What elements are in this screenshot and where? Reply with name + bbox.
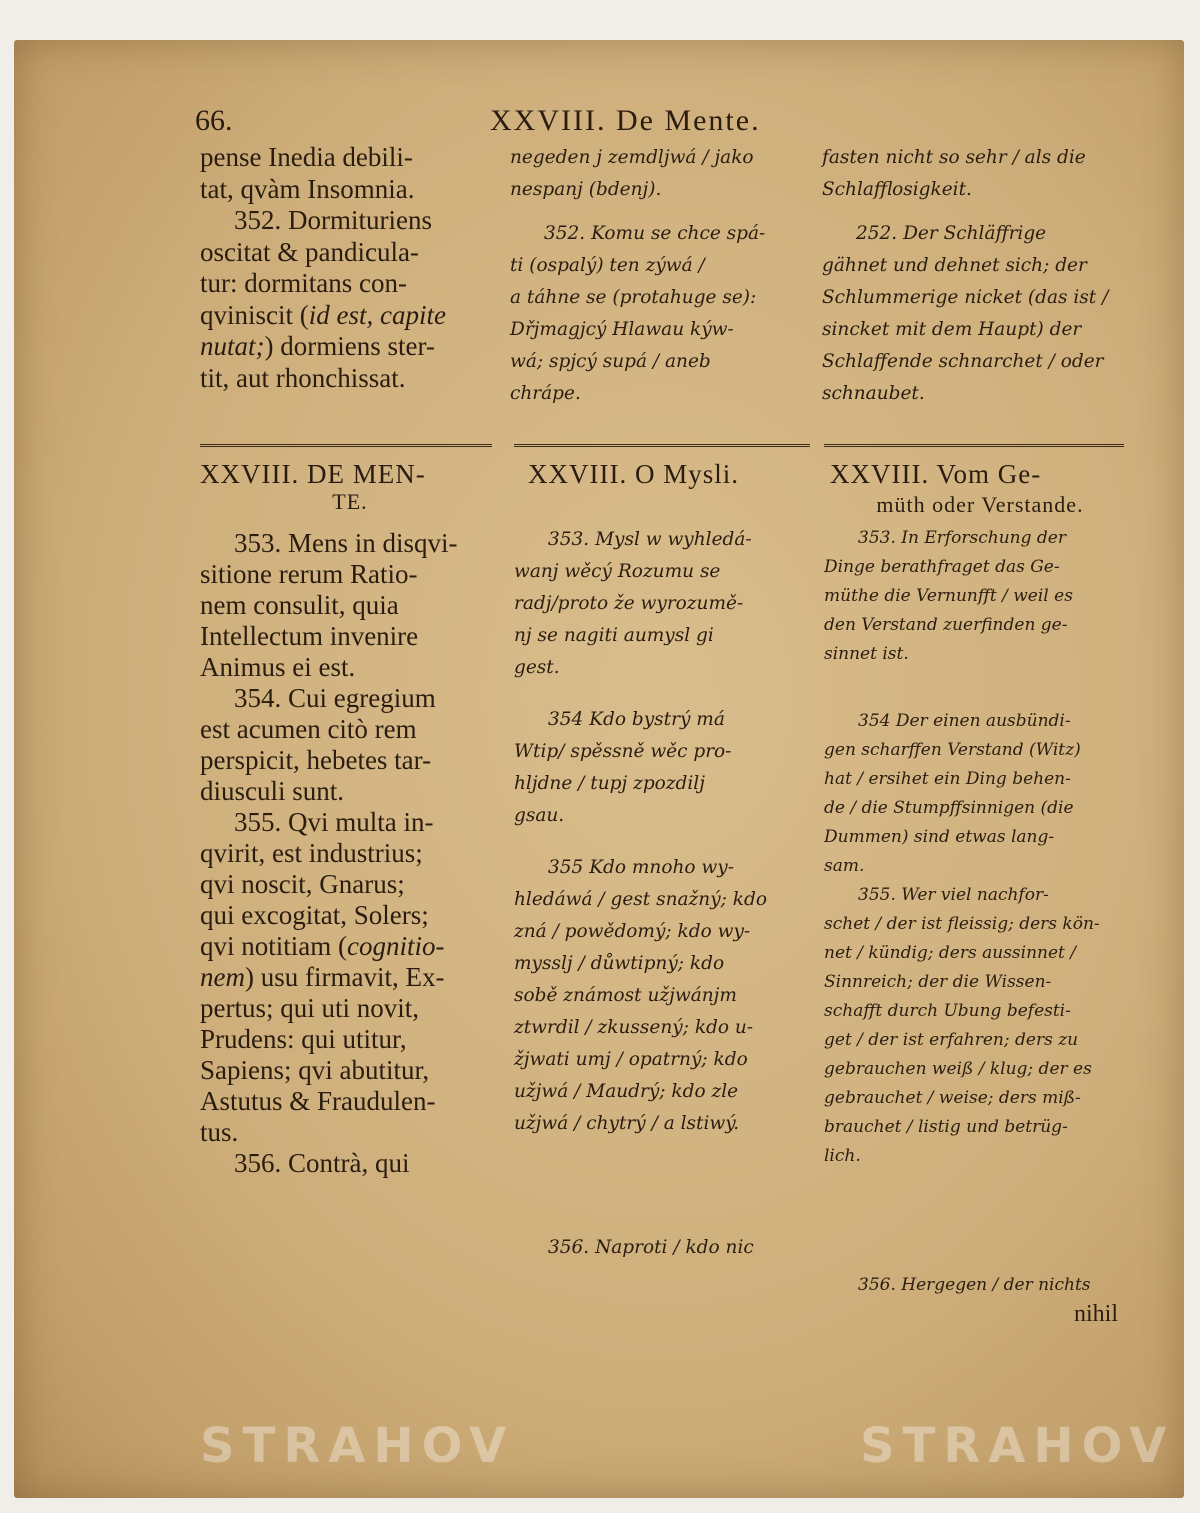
text-line: wanj wěcý Rozumu se xyxy=(514,561,721,582)
text-line: est acumen citò rem xyxy=(200,714,417,744)
czech-column-top xyxy=(510,142,810,410)
text-line: 355. Wer viel nachfor- xyxy=(858,885,1049,905)
text-line: wá; spjcý supá / aneb xyxy=(510,351,711,372)
text-line: 352. Dormituriens xyxy=(234,205,432,235)
text-line: lich. xyxy=(824,1146,861,1166)
text-line: fasten nicht so sehr / als die xyxy=(822,147,1086,168)
text-line: chrápe. xyxy=(510,383,581,404)
section-divider xyxy=(200,444,492,447)
text-line: Dřjmagjcý Hlawau kýw- xyxy=(510,319,734,340)
text-line: brauchet / listig und betrüg- xyxy=(824,1117,1068,1137)
text-line: 354. Cui egregium xyxy=(234,683,436,713)
text-line: Dummen) sind etwas lang- xyxy=(824,827,1055,847)
text-line: schafft durch Ubung befesti- xyxy=(824,1001,1071,1021)
czech-column-body xyxy=(514,524,814,1264)
text-line: radj/proto že wyrozumě- xyxy=(514,593,744,614)
text-line: mysslj / důwtipný; kdo xyxy=(514,953,725,974)
text-line: zná / powědomý; kdo wy- xyxy=(514,921,751,942)
text-line: 353. Mysl w wyhledá- xyxy=(548,529,752,550)
text-line: get / der ist erfahren; ders zu xyxy=(824,1030,1079,1050)
section-divider xyxy=(824,444,1124,447)
text-line: sitione rerum Ratio- xyxy=(200,559,418,589)
text-line: Prudens: qui utitur, xyxy=(200,1024,407,1054)
text-line: nj se nagiti aumysl gi xyxy=(514,625,714,646)
title-line: TE. xyxy=(332,489,368,514)
text-line: müthe die Vernunfft / weil es xyxy=(824,586,1073,606)
german-column-body xyxy=(824,524,1134,1329)
text-line: hat / ersihet ein Ding behen- xyxy=(824,769,1071,789)
text-line: Schlafflosigkeit. xyxy=(822,179,972,200)
latin-column-body xyxy=(200,528,500,1179)
text-line: tit, aut rhonchissat. xyxy=(200,362,406,393)
text-line: gest. xyxy=(514,657,560,678)
text-line: užjwá / Maudrý; kdo zle xyxy=(514,1081,739,1102)
german-section-title xyxy=(830,458,1130,520)
text-line: 353. In Erforschung der xyxy=(858,528,1066,548)
text-line: pertus; qui uti novit, xyxy=(200,993,419,1023)
text-line: nem consulit, quia xyxy=(200,590,399,620)
text-line: gsau. xyxy=(514,805,565,826)
german-column-top xyxy=(822,142,1132,410)
title-line: XXVIII. Vom Ge- xyxy=(830,459,1042,489)
text-line: žjwati umj / opatrný; kdo xyxy=(514,1049,748,1070)
text-line: tur: dormitans con- xyxy=(200,268,407,298)
text-line: užjwá / chytrý / a lstiwý. xyxy=(514,1113,740,1134)
title-line: müth oder Verstande. xyxy=(876,492,1084,517)
text-line: ztwrdil / zkussený; kdo u- xyxy=(514,1017,754,1038)
latin-section-title xyxy=(200,458,500,514)
text-line: tus. xyxy=(200,1117,239,1147)
text-line: Dinge berathfraget das Ge- xyxy=(824,557,1060,577)
text-line: tat, qvàm Insomnia. xyxy=(200,173,415,204)
book-page xyxy=(14,40,1184,1498)
text-line: net / kündig; ders aussinnet / xyxy=(824,943,1076,963)
text-line: 356. Contrà, qui xyxy=(234,1148,410,1178)
text-line: Schlaffende schnarchet / oder xyxy=(822,351,1104,372)
text-line: 354 Kdo bystrý má xyxy=(548,709,725,730)
text-line: Schlummerige nicket (das ist / xyxy=(822,287,1109,308)
text-line: gähnet und dehnet sich; der xyxy=(822,255,1087,276)
text-line: sincket mit dem Haupt) der xyxy=(822,319,1082,340)
text-line: gebrauchen weiß / klug; der es xyxy=(824,1059,1092,1079)
text-line: qvirit, est industrius; xyxy=(200,838,423,868)
text-line: ti (ospalý) ten zýwá / xyxy=(510,255,705,276)
text-line: nutat;) dormiens ster- xyxy=(200,331,435,361)
text-line: 354 Der einen ausbündi- xyxy=(858,711,1071,731)
running-title: XXVIII. De Mente. xyxy=(490,104,761,137)
text-line: 356. Naproti / kdo nic xyxy=(548,1237,754,1258)
text-line: Sapiens; qvi abutitur, xyxy=(200,1055,430,1085)
text-line: hledáwá / gest snažný; kdo xyxy=(514,889,767,910)
text-line: nespanj (bdenj). xyxy=(510,179,662,200)
text-line: nem) usu firmavit, Ex- xyxy=(200,962,445,992)
text-line: gen scharffen Verstand (Witz) xyxy=(824,740,1081,760)
czech-section-title: XXVIII. O Mysli. xyxy=(528,459,739,489)
text-line: oscitat & pandicula- xyxy=(200,236,419,267)
text-line: Sinnreich; der die Wissen- xyxy=(824,972,1052,992)
text-line: sinnet ist. xyxy=(824,644,909,664)
text-line: Intellectum invenire xyxy=(200,621,419,651)
text-line: schet / der ist fleissig; ders kön- xyxy=(824,914,1100,934)
text-line: a táhne se (protahuge se): xyxy=(510,287,757,308)
text-line: 353. Mens in disqvi- xyxy=(234,528,458,558)
text-line: den Verstand zuerfinden ge- xyxy=(824,615,1068,635)
text-line: gebrauchet / weise; ders miß- xyxy=(824,1088,1081,1108)
text-line: Animus ei est. xyxy=(200,652,356,682)
text-line: Wtip/ spěssně wěc pro- xyxy=(514,741,732,762)
text-line: qui excogitat, Solers; xyxy=(200,900,429,930)
text-line: 252. Der Schläffrige xyxy=(856,223,1047,244)
text-line: Astutus & Fraudulen- xyxy=(200,1086,436,1116)
text-line: diusculi sunt. xyxy=(200,776,345,806)
watermark-left: STRAHOV xyxy=(200,1418,515,1474)
text-line: 355. Qvi multa in- xyxy=(234,807,434,837)
text-line: pense Inedia debili- xyxy=(200,142,413,172)
title-line: XXVIII. DE MEN- xyxy=(200,459,426,489)
text-line: 356. Hergegen / der nichts xyxy=(858,1275,1091,1295)
text-line: 355 Kdo mnoho wy- xyxy=(548,857,734,878)
text-line: sobě známost užjwánjm xyxy=(514,985,737,1006)
text-line: negeden j zemdljwá / jako xyxy=(510,147,754,168)
text-line: de / die Stumpffsinnigen (die xyxy=(824,798,1074,818)
section-divider xyxy=(514,444,810,447)
latin-column-top xyxy=(200,142,500,394)
catchword: nihil xyxy=(1073,1301,1118,1327)
text-line: hljdne / tupj zpozdilj xyxy=(514,773,705,794)
text-line: 352. Komu se chce spá- xyxy=(544,223,766,244)
text-line: qviniscit (id est, capite xyxy=(200,299,446,330)
watermark-right: STRAHOV xyxy=(860,1418,1175,1474)
page-number: 66. xyxy=(195,104,233,137)
text-line: qvi notitiam (cognitio- xyxy=(200,931,445,961)
text-line: perspicit, hebetes tar- xyxy=(200,745,432,775)
text-line: qvi noscit, Gnarus; xyxy=(200,869,405,899)
text-line: sam. xyxy=(824,856,865,876)
text-line: schnaubet. xyxy=(822,383,925,404)
